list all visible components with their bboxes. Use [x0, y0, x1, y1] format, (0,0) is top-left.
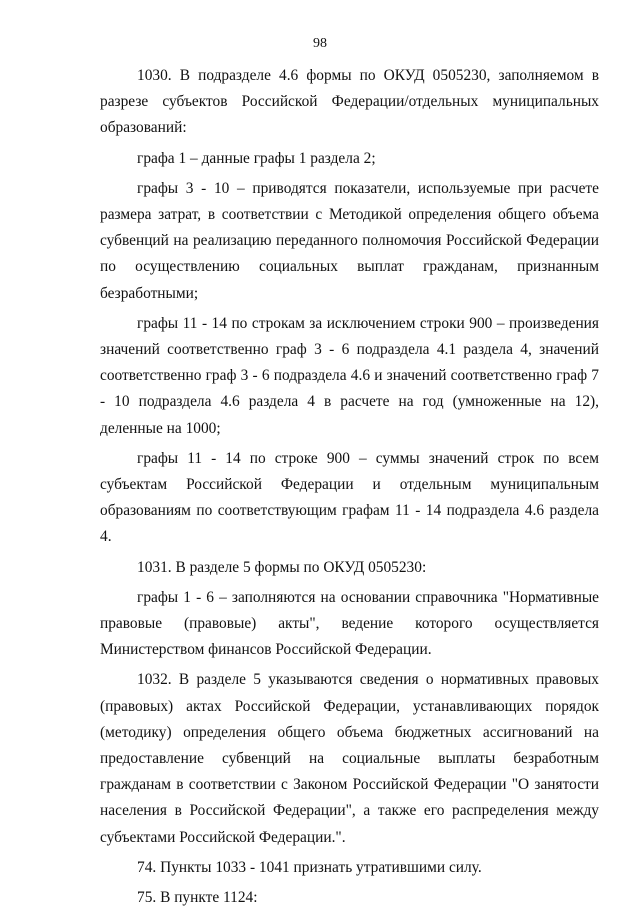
paragraph-column-1: графа 1 – данные графы 1 раздела 2;: [137, 149, 376, 167]
paragraph-columns-11-14-rows: графы 11 - 14 по строкам за исключением строки 900 – произведения значений соответственно граф 3 - 6 подраздела 4.1 раздела 4, значений соответственно граф 3 - 6 подраздела 4.6 и значений соответственно граф 7 - 10 подраздела 4.6 раздела 4 в расчете на год (умноженные на 12), деленные на 1000;: [100, 314, 599, 437]
paragraph-1032: 1032. В разделе 5 указываются сведения о нормативных правовых (правовых) актах Российской Федерации, устанавливающих порядок (методику) определения общего объема бюджетных ассигнований на предоставление субвенций на социальные выплаты безработным гражданам в соответствии с Законом Российской Федерации "О занятости населения в Российской Федерации", а также его распределения между субъектами Российской Федерации.".: [100, 671, 599, 846]
paragraph-columns-1-6: графы 1 - 6 – заполняются на основании справочника "Нормативные правовые (правовые) акты", ведение которого осуществляется Министерством финансов Российской Федерации.: [100, 588, 599, 659]
paragraph-columns-3-10: графы 3 - 10 – приводятся показатели, используемые при расчете размера затрат, в соответствии с Методикой определения общего объема субвенций на реализацию переданного полномочия Российской Федерации по осуществлению социальных выплат гражданам, признанным безработными;: [100, 179, 599, 302]
paragraph-columns-11-14-row-900: графы 11 - 14 по строке 900 – суммы значений строк по всем субъектам Российской Федерации и отдельным муниципальным образованиям по соответствующим графам 11 - 14 подраздела 4.6 раздела 4.: [100, 449, 599, 546]
document-body: [100, 63, 599, 911]
paragraph-1030: 1030. В подразделе 4.6 формы по ОКУД 0505230, заполняемом в разрезе субъектов Российской Федерации/отдельных муниципальных образований:: [100, 67, 599, 137]
paragraph-item-74: 74. Пункты 1033 - 1041 признать утратившими силу.: [137, 858, 482, 876]
paragraph-item-75: 75. В пункте 1124:: [137, 889, 258, 907]
paragraph-1031: 1031. В разделе 5 формы по ОКУД 0505230:: [137, 558, 427, 576]
page-number: 98: [313, 36, 327, 51]
